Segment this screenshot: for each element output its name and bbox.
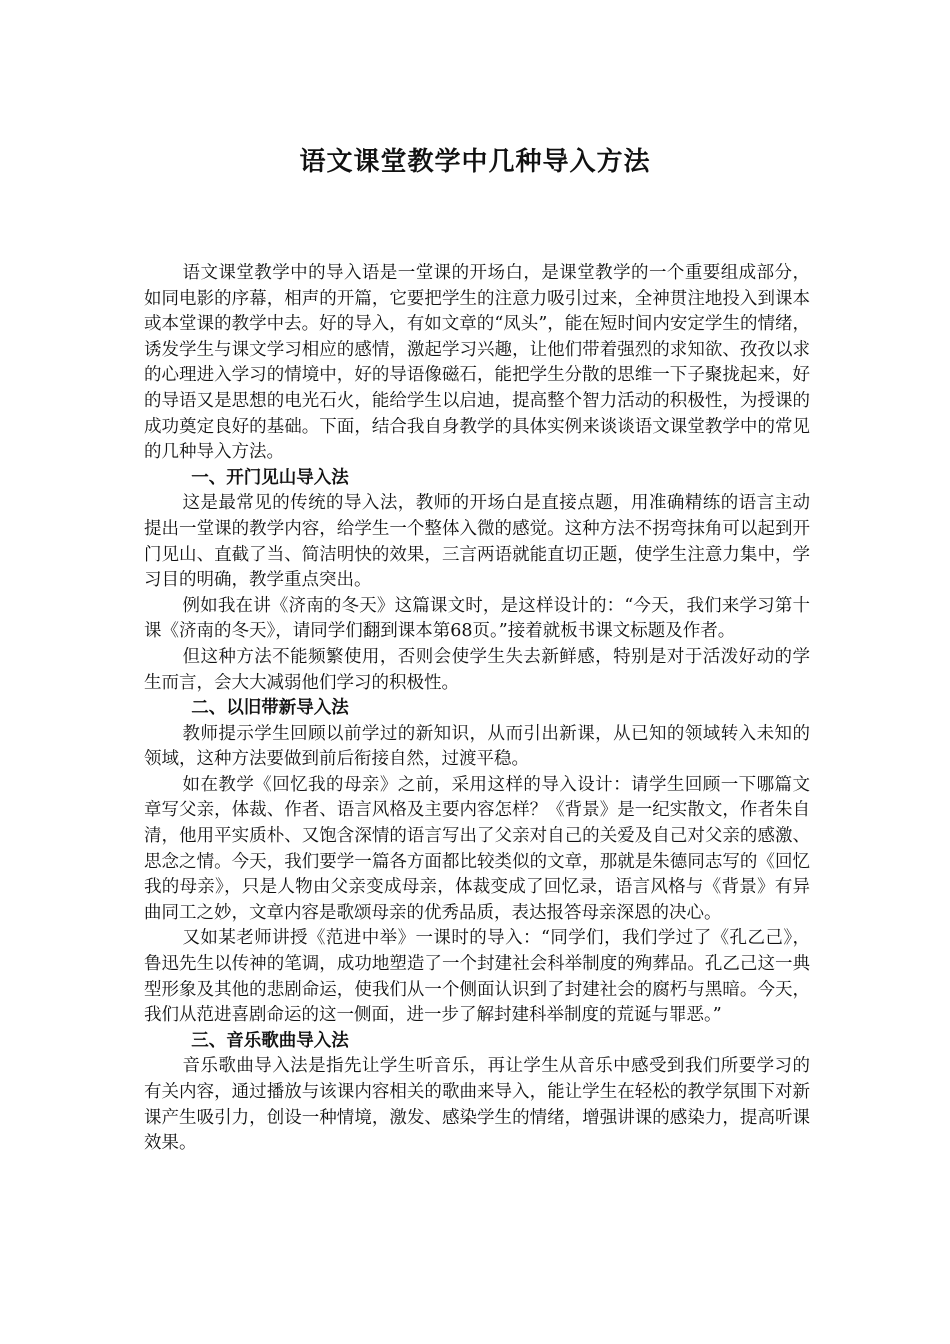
section-3-paragraph-1: 音乐歌曲导入法是指先让学生听音乐，再让学生从音乐中感受到我们所要学习的有关内容，通过播放与该课内容相关的歌曲来导入，能让学生在轻松的教学氛围下对新课产生吸引力，创设一种情境，激发、感染学生的情绪，增强讲课的感染力，提高听课效果。 [144, 1056, 810, 1154]
document-title: 语文课堂教学中几种导入方法 [299, 147, 651, 177]
section-heading-3: 三、音乐歌曲导入法 [191, 1030, 349, 1051]
section-1-paragraph-2: 例如我在讲《济南的冬天》这篇课文时，是这样设计的：“今天，我们来学习第十课《济南的冬天》，请同学们翻到课本第68页。”接着就板书课文标题及作者。 [144, 595, 810, 642]
section-1-paragraph-1: 这是最常见的传统的导入法，教师的开场白是直接点题，用准确精练的语言主动提出一堂课的教学内容，给学生一个整体入微的感觉。这种方法不拐弯抹角可以起到开门见山、直截了当、简洁明快的效果，三言两语就能直切正题，使学生注意力集中，学习目的明确，教学重点突出。 [144, 493, 810, 591]
section-2-paragraph-1: 教师提示学生回顾以前学过的新知识，从而引出新课，从已知的领域转入未知的领域，这种方法要做到前后衔接自然，过渡平稳。 [144, 723, 810, 770]
section-heading-1: 一、开门见山导入法 [191, 467, 349, 488]
section-2-paragraph-2: 如在教学《回忆我的母亲》之前，采用这样的导入设计：请学生回顾一下哪篇文章写父亲，体裁、作者、语言风格及主要内容怎样？《背景》是一纪实散文，作者朱自清，他用平实质朴、又饱含深情的语言写出了父亲对自己的关爱及自己对父亲的感激、思念之情。今天，我们要学一篇各方面都比较类似的文章，那就是朱德同志写的《回忆我的母亲》，只是人物由父亲变成母亲，体裁变成了回忆录，语言风格与《背景》有异曲同工之妙，文章内容是歌颂母亲的优秀品质，表达报答母亲深恩的决心。 [144, 774, 810, 923]
intro-paragraph: 语文课堂教学中的导入语是一堂课的开场白，是课堂教学的一个重要组成部分，如同电影的序幕，相声的开篇，它要把学生的注意力吸引过来，全神贯注地投入到课本或本堂课的教学中去。好的导入，有如文章的“凤头”，能在短时间内安定学生的情绪，诱发学生与课文学习相应的感情，激起学习兴趣，让他们带着强烈的求知欲、孜孜以求的心理进入学习的情境中，好的导语像磁石，能把学生分散的思维一下子聚拢起来，好的导语又是思想的电光石火，能给学生以启迪，提高整个智力活动的积极性，为授课的成功奠定良好的基础。下面，结合我自身教学的具体实例来谈谈语文课堂教学中的常见的几种导入方法。 [144, 263, 810, 463]
document-body [144, 261, 810, 1157]
section-heading-2: 二、以旧带新导入法 [191, 698, 349, 719]
section-1-paragraph-3: 但这种方法不能频繁使用，否则会使学生失去新鲜感，特别是对于活泼好动的学生而言，会大大减弱他们学习的积极性。 [144, 646, 810, 693]
section-2-paragraph-3: 又如某老师讲授《范进中举》一课时的导入：“同学们，我们学过了《孔乙己》，鲁迅先生以传神的笔调，成功地塑造了一个封建社会科举制度的殉葬品。孔乙己这一典型形象及其他的悲剧命运，使我们从一个侧面认识到了封建社会的腐朽与黑暗。今天，我们从范进喜剧命运的这一侧面，进一步了解封建科举制度的荒诞与罪恶。” [144, 928, 810, 1026]
